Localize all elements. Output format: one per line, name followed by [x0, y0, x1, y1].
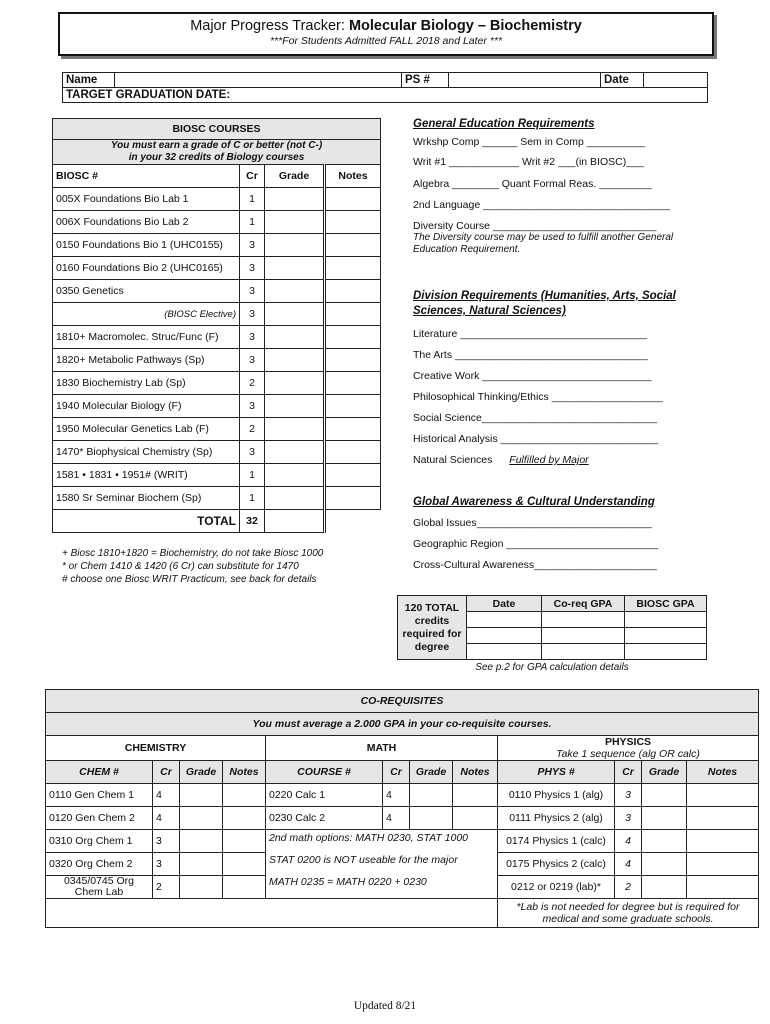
phys-cr: 2: [615, 876, 642, 899]
gpa-cell[interactable]: [467, 644, 542, 660]
coreq-row: [46, 784, 759, 807]
footnote-chem-sub: * or Chem 1410 & 1420 (6 Cr) can substitute for 1470: [62, 561, 299, 572]
gen-ed-title: General Education Requirements: [413, 118, 595, 130]
gpa-note: See p.2 for GPA calculation details: [475, 662, 629, 673]
biosc-grade-cell[interactable]: [265, 372, 325, 395]
coreq-footer-row: [46, 899, 759, 928]
chem-course: 0310 Org Chem 1: [46, 830, 153, 853]
math-notes-block: [266, 830, 498, 899]
biosc-notes-cell[interactable]: [325, 418, 381, 441]
biosc-notes-cell[interactable]: [325, 349, 381, 372]
chem-grade-cell[interactable]: [180, 853, 223, 876]
phys-cr: 4: [615, 830, 642, 853]
natural-sciences-line: [413, 454, 713, 466]
biosc-notes-cell[interactable]: [325, 326, 381, 349]
biosc-grade-cell[interactable]: [265, 234, 325, 257]
phys-notes-cell[interactable]: [687, 807, 759, 830]
biosc-notes-cell[interactable]: [325, 280, 381, 303]
chem-notes-cell[interactable]: [223, 830, 266, 853]
biosc-header-course: BIOSC #: [53, 165, 240, 188]
biosc-course-name: 0150 Foundations Bio 1 (UHC0155): [53, 234, 240, 257]
biosc-course-cr: 1: [240, 211, 265, 234]
phys-title: PHYSICS: [604, 736, 652, 748]
phys-title-cell: [498, 736, 759, 761]
chem-grade-cell[interactable]: [180, 876, 223, 899]
biosc-course-row: [53, 303, 381, 326]
global-section: [413, 496, 658, 571]
phys-grade-cell[interactable]: [642, 784, 687, 807]
biosc-course-row: [53, 464, 381, 487]
biosc-notes-cell[interactable]: [325, 372, 381, 395]
biosc-grade-cell[interactable]: [265, 211, 325, 234]
biosc-footnotes: [62, 547, 323, 586]
biosc-notes-cell[interactable]: [325, 464, 381, 487]
biosc-total-grade[interactable]: [265, 510, 325, 533]
student-info-table: [62, 72, 708, 103]
chem-notes-cell[interactable]: [223, 876, 266, 899]
phys-grade-cell[interactable]: [642, 830, 687, 853]
biosc-grade-cell[interactable]: [265, 464, 325, 487]
biosc-course-cr: 3: [240, 395, 265, 418]
math-cr: 4: [383, 784, 410, 807]
biosc-course-cr: 3: [240, 326, 265, 349]
date-label: Date: [601, 73, 644, 88]
natural-sciences-value: Fulfilled by Major: [509, 454, 589, 466]
date-field[interactable]: [644, 73, 708, 88]
phys-grade-cell[interactable]: [642, 807, 687, 830]
biosc-note-line2: in your 32 credits of Biology courses: [128, 152, 305, 163]
biosc-course-name: 1830 Biochemistry Lab (Sp): [53, 372, 240, 395]
phys-course: 0174 Physics 1 (calc): [498, 830, 615, 853]
gpa-header-coreq: Co-req GPA: [542, 596, 625, 612]
math-note: 2nd math options: MATH 0230, STAT 1000: [269, 832, 469, 844]
biosc-course-row: [53, 372, 381, 395]
chem-header-course: CHEM #: [46, 761, 153, 784]
biosc-course-name: 1950 Molecular Genetics Lab (F): [53, 418, 240, 441]
biosc-notes-cell[interactable]: [325, 188, 381, 211]
diversity-note: The Diversity course may be used to fulfill another General Education Requirement.: [413, 232, 674, 255]
phys-header-course: PHYS #: [498, 761, 615, 784]
biosc-course-cr: 3: [240, 280, 265, 303]
page-header: [58, 12, 714, 56]
name-field[interactable]: [115, 73, 402, 88]
global-item[interactable]: Global Issues______________________________: [413, 517, 652, 529]
biosc-course-name: (BIOSC Elective): [53, 303, 240, 326]
biosc-header-notes: Notes: [325, 165, 381, 188]
chem-grade-cell[interactable]: [180, 830, 223, 853]
chem-cr: 4: [153, 807, 180, 830]
biosc-course-row: [53, 326, 381, 349]
phys-notes-cell[interactable]: [687, 784, 759, 807]
gpa-cell[interactable]: [542, 644, 625, 660]
division-item[interactable]: Literature ________________________________: [413, 328, 648, 340]
chem-title: CHEMISTRY: [46, 736, 266, 761]
biosc-course-cr: 1: [240, 188, 265, 211]
phys-grade-cell[interactable]: [642, 876, 687, 899]
biosc-course-row: [53, 211, 381, 234]
chem-grade-cell[interactable]: [180, 807, 223, 830]
chem-course: 0345/0745 Org Chem Lab: [46, 876, 153, 899]
phys-course: 0175 Physics 2 (calc): [498, 853, 615, 876]
chem-notes-cell[interactable]: [223, 784, 266, 807]
biosc-notes-cell[interactable]: [325, 487, 381, 510]
chem-notes-cell[interactable]: [223, 853, 266, 876]
chem-cr: 2: [153, 876, 180, 899]
total-credits-label: 120 TOTAL credits required for degree: [398, 596, 467, 660]
math-title: MATH: [266, 736, 498, 761]
biosc-course-row: [53, 234, 381, 257]
math-notes-cell[interactable]: [453, 807, 498, 830]
biosc-course-name: 1810+ Macromolec. Struc/Func (F): [53, 326, 240, 349]
biosc-course-name: 006X Foundations Bio Lab 2: [53, 211, 240, 234]
biosc-course-row: [53, 188, 381, 211]
target-graduation-date[interactable]: TARGET GRADUATION DATE:: [63, 88, 708, 103]
phys-header-grade: Grade: [642, 761, 687, 784]
gpa-cell[interactable]: [625, 628, 707, 644]
coreq-title: CO-REQUISITES: [46, 690, 759, 713]
ps-field[interactable]: [449, 73, 601, 88]
biosc-course-row: [53, 257, 381, 280]
math-course: 0230 Calc 2: [266, 807, 383, 830]
biosc-course-cr: 2: [240, 418, 265, 441]
math-notes-cell[interactable]: [453, 784, 498, 807]
biosc-grade-cell[interactable]: [265, 257, 325, 280]
biosc-grade-cell[interactable]: [265, 326, 325, 349]
math-grade-cell[interactable]: [410, 784, 453, 807]
phys-notes-cell[interactable]: [687, 876, 759, 899]
biosc-course-row: [53, 280, 381, 303]
biosc-course-name: 0350 Genetics: [53, 280, 240, 303]
biosc-grade-cell[interactable]: [265, 487, 325, 510]
biosc-notes-cell[interactable]: [325, 257, 381, 280]
gen-ed-line-writ[interactable]: Writ #1 ____________ Writ #2 ___(in BIOSC)___: [413, 156, 644, 168]
division-title: Division Requirements (Humanities, Arts, Social Sciences, Natural Sciences): [413, 290, 676, 317]
biosc-course-name: 0160 Foundations Bio 2 (UHC0165): [53, 257, 240, 280]
gpa-cell[interactable]: [625, 644, 707, 660]
biosc-header-grade: Grade: [265, 165, 325, 188]
gen-ed-line-algebra[interactable]: Algebra ________ Quant Formal Reas. _________: [413, 178, 652, 190]
biosc-course-row: [53, 349, 381, 372]
biosc-notes-cell[interactable]: [325, 211, 381, 234]
chem-course: 0320 Org Chem 2: [46, 853, 153, 876]
biosc-total-value: 32: [240, 510, 265, 533]
math-course: 0220 Calc 1: [266, 784, 383, 807]
biosc-course-row: [53, 441, 381, 464]
phys-grade-cell[interactable]: [642, 853, 687, 876]
name-label: Name: [63, 73, 115, 88]
gen-ed-line-language[interactable]: 2nd Language ________________________________: [413, 199, 670, 211]
ps-label: PS #: [402, 73, 449, 88]
global-title: Global Awareness & Cultural Understanding: [413, 496, 655, 508]
division-item[interactable]: Social Science______________________________: [413, 412, 658, 424]
biosc-course-row: [53, 487, 381, 510]
phys-course: 0212 or 0219 (lab)*: [498, 876, 615, 899]
phys-lab-note: *Lab is not needed for degree but is required for medical and some graduate schools.: [498, 899, 759, 928]
biosc-total-label: TOTAL: [53, 510, 240, 533]
coreq-row: [46, 830, 759, 853]
biosc-course-cr: 1: [240, 487, 265, 510]
biosc-course-name: 1581 • 1831 • 1951# (WRIT): [53, 464, 240, 487]
math-grade-cell[interactable]: [410, 807, 453, 830]
biosc-notes-cell[interactable]: [325, 303, 381, 326]
biosc-notes-cell[interactable]: [325, 234, 381, 257]
biosc-course-cr: 1: [240, 464, 265, 487]
biosc-course-row: [53, 395, 381, 418]
global-item[interactable]: Cross-Cultural Awareness_____________________: [413, 559, 657, 571]
math-cr: 4: [383, 807, 410, 830]
title-prefix: Major Progress Tracker:: [190, 18, 345, 34]
phys-cr: 3: [615, 784, 642, 807]
chem-notes-cell[interactable]: [223, 807, 266, 830]
biosc-grade-cell[interactable]: [265, 418, 325, 441]
math-note: MATH 0235 = MATH 0220 + 0230: [269, 876, 427, 888]
phys-notes-cell[interactable]: [687, 853, 759, 876]
chem-header-notes: Notes: [223, 761, 266, 784]
gen-ed-line-wrkshp[interactable]: Wrkshp Comp ______ Sem in Comp __________: [413, 136, 646, 148]
biosc-grade-cell[interactable]: [265, 349, 325, 372]
gpa-cell[interactable]: [467, 612, 542, 628]
math-header-grade: Grade: [410, 761, 453, 784]
phys-course: 0110 Physics 1 (alg): [498, 784, 615, 807]
biosc-notes-cell[interactable]: [325, 395, 381, 418]
chem-cr: 3: [153, 830, 180, 853]
natural-sciences-label: Natural Sciences: [413, 454, 493, 466]
chem-header-cr: Cr: [153, 761, 180, 784]
division-item[interactable]: Historical Analysis ___________________________: [413, 433, 659, 445]
biosc-header-cr: Cr: [240, 165, 265, 188]
division-item[interactable]: Creative Work _____________________________: [413, 370, 652, 382]
phys-subtitle: Take 1 sequence (alg OR calc): [556, 748, 700, 760]
gpa-table: [397, 595, 707, 675]
math-header-course: COURSE #: [266, 761, 383, 784]
biosc-grade-note: [53, 140, 381, 165]
math-header-cr: Cr: [383, 761, 410, 784]
phys-notes-cell[interactable]: [687, 830, 759, 853]
gpa-cell[interactable]: [467, 628, 542, 644]
chem-cr: 4: [153, 784, 180, 807]
biosc-course-cr: 3: [240, 257, 265, 280]
footnote-biochem: + Biosc 1810+1820 = Biochemistry, do not take Biosc 1000: [62, 548, 324, 559]
global-item[interactable]: Geographic Region __________________________: [413, 538, 659, 550]
biosc-grade-cell[interactable]: [265, 303, 325, 326]
footnote-writ: # choose one Biosc WRIT Practicum, see back for details: [62, 574, 317, 585]
biosc-course-name: 005X Foundations Bio Lab 1: [53, 188, 240, 211]
page-title: Molecular Biology – Biochemistry: [348, 18, 582, 34]
coreq-row: [46, 807, 759, 830]
gpa-cell[interactable]: [542, 612, 625, 628]
biosc-course-cr: 2: [240, 372, 265, 395]
division-section: [413, 289, 713, 466]
division-item[interactable]: The Arts _________________________________: [413, 349, 648, 361]
phys-cr: 3: [615, 807, 642, 830]
gpa-cell[interactable]: [625, 612, 707, 628]
coreq-table: [45, 689, 759, 928]
coreq-subtitle: You must average a 2.000 GPA in your co-requisite courses.: [46, 713, 759, 736]
biosc-grade-cell[interactable]: [265, 395, 325, 418]
biosc-course-cr: 3: [240, 349, 265, 372]
math-note: STAT 0200 is NOT useable for the major: [269, 854, 458, 866]
biosc-grade-cell[interactable]: [265, 441, 325, 464]
biosc-title: BIOSC COURSES: [53, 119, 381, 140]
biosc-notes-cell[interactable]: [325, 441, 381, 464]
gpa-cell[interactable]: [542, 628, 625, 644]
math-header-notes: Notes: [453, 761, 498, 784]
biosc-course-cr: 3: [240, 234, 265, 257]
gen-ed-line-diversity[interactable]: Diversity Course ____________________________: [413, 220, 657, 232]
biosc-courses-table: [52, 118, 381, 533]
gpa-header-date: Date: [467, 596, 542, 612]
updated-footer: Updated 8/21: [353, 1000, 417, 1012]
biosc-grade-cell[interactable]: [265, 188, 325, 211]
chem-header-grade: Grade: [180, 761, 223, 784]
phys-cr: 4: [615, 853, 642, 876]
gpa-header-biosc: BIOSC GPA: [625, 596, 707, 612]
chem-course: 0110 Gen Chem 1: [46, 784, 153, 807]
chem-grade-cell[interactable]: [180, 784, 223, 807]
biosc-course-name: 1470* Biophysical Chemistry (Sp): [53, 441, 240, 464]
gen-ed-section: [413, 118, 703, 256]
biosc-grade-cell[interactable]: [265, 280, 325, 303]
phys-header-notes: Notes: [687, 761, 759, 784]
division-item[interactable]: Philosophical Thinking/Ethics ___________________: [413, 391, 663, 403]
biosc-course-cr: 3: [240, 303, 265, 326]
biosc-course-name: 1820+ Metabolic Pathways (Sp): [53, 349, 240, 372]
biosc-course-name: 1580 Sr Seminar Biochem (Sp): [53, 487, 240, 510]
biosc-course-cr: 3: [240, 441, 265, 464]
chem-cr: 3: [153, 853, 180, 876]
biosc-course-row: [53, 418, 381, 441]
page-subtitle: ***For Students Admitted FALL 2018 and Later ***: [269, 35, 503, 47]
phys-course: 0111 Physics 2 (alg): [498, 807, 615, 830]
chem-course: 0120 Gen Chem 2: [46, 807, 153, 830]
biosc-note-line1: You must earn a grade of C or better (not C-): [110, 140, 323, 151]
biosc-course-name: 1940 Molecular Biology (F): [53, 395, 240, 418]
phys-header-cr: Cr: [615, 761, 642, 784]
